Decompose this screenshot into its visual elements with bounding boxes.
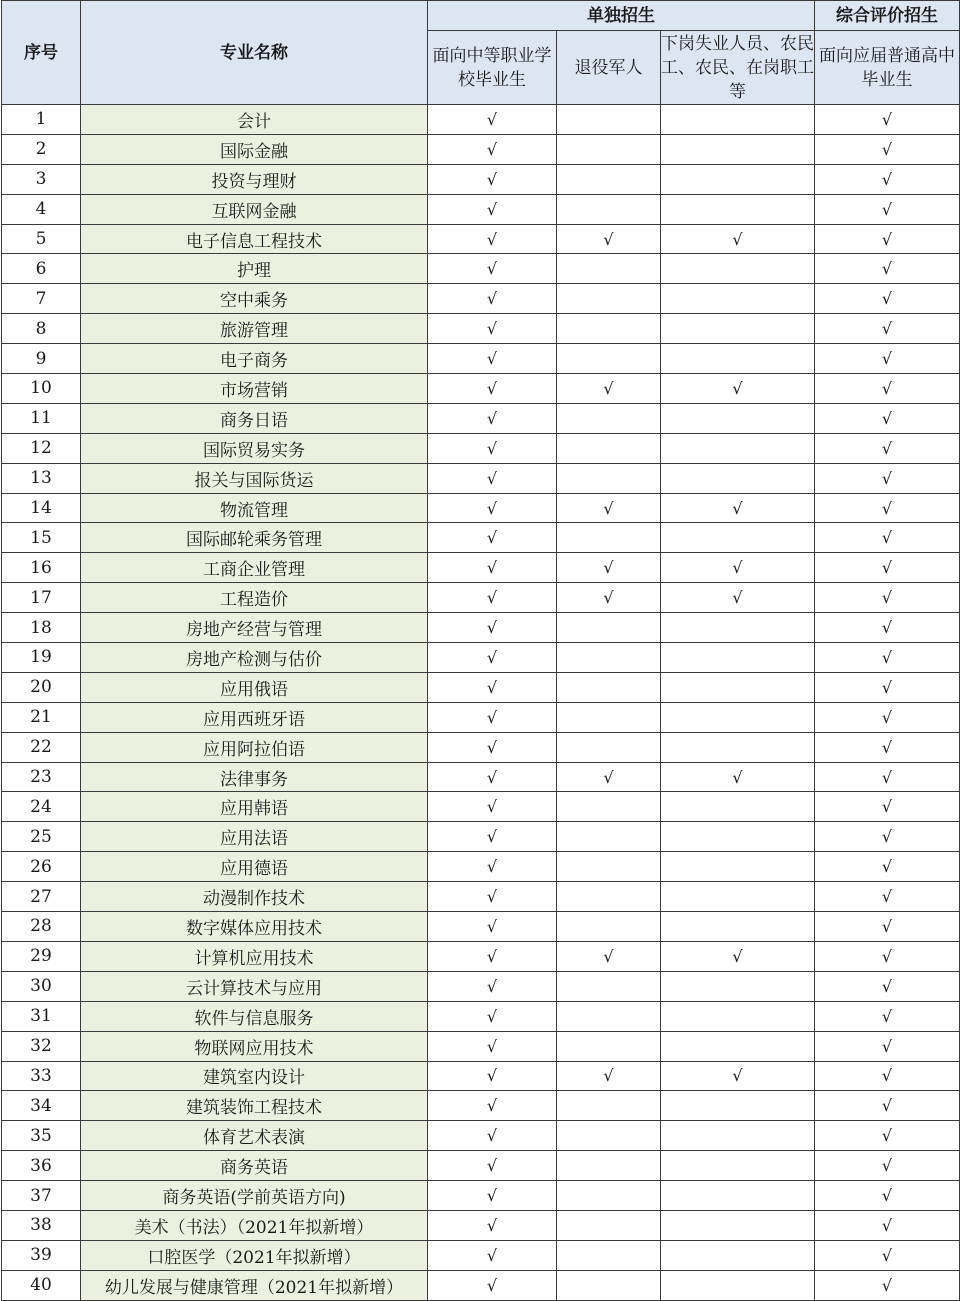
vocational-check-cell: √ — [428, 344, 557, 374]
vocational-check-cell: √ — [428, 672, 557, 702]
high-school-check-cell: √ — [815, 732, 960, 762]
vocational-check-cell: √ — [428, 224, 557, 254]
major-name-cell: 应用韩语 — [81, 792, 428, 822]
row-index-cell: 34 — [2, 1091, 81, 1121]
major-name-cell: 云计算技术与应用 — [81, 971, 428, 1001]
major-name-cell: 物联网应用技术 — [81, 1031, 428, 1061]
table-row — [2, 433, 960, 463]
veterans-check-cell — [557, 912, 661, 942]
laid-off-check-cell — [661, 164, 815, 194]
table-row — [2, 971, 960, 1001]
high-school-check-cell: √ — [815, 882, 960, 912]
laid-off-check-cell — [661, 254, 815, 284]
laid-off-check-cell — [661, 852, 815, 882]
row-index-cell: 27 — [2, 882, 81, 912]
high-school-check-cell: √ — [815, 433, 960, 463]
veterans-check-cell — [557, 433, 661, 463]
header-col-veterans: 退役军人 — [557, 31, 661, 105]
vocational-check-cell: √ — [428, 792, 557, 822]
laid-off-check-cell: √ — [661, 1061, 815, 1091]
high-school-check-cell: √ — [815, 134, 960, 164]
laid-off-check-cell — [661, 1121, 815, 1151]
high-school-check-cell: √ — [815, 1240, 960, 1270]
header-index: 序号 — [2, 1, 81, 105]
major-name-cell: 美术（书法）（2021年拟新增） — [81, 1210, 428, 1240]
laid-off-check-cell: √ — [661, 493, 815, 523]
row-index-cell: 23 — [2, 762, 81, 792]
header-row-groups — [2, 1, 960, 31]
veterans-check-cell — [557, 822, 661, 852]
laid-off-check-cell — [661, 882, 815, 912]
table-row — [2, 374, 960, 404]
laid-off-check-cell — [661, 344, 815, 374]
veterans-check-cell — [557, 672, 661, 702]
vocational-check-cell: √ — [428, 134, 557, 164]
vocational-check-cell: √ — [428, 1001, 557, 1031]
laid-off-check-cell — [661, 792, 815, 822]
high-school-check-cell: √ — [815, 762, 960, 792]
table-row — [2, 1181, 960, 1211]
laid-off-check-cell — [661, 403, 815, 433]
row-index-cell: 25 — [2, 822, 81, 852]
vocational-check-cell: √ — [428, 314, 557, 344]
row-index-cell: 26 — [2, 852, 81, 882]
veterans-check-cell — [557, 1240, 661, 1270]
high-school-check-cell: √ — [815, 344, 960, 374]
veterans-check-cell — [557, 852, 661, 882]
major-name-cell: 国际金融 — [81, 134, 428, 164]
vocational-check-cell: √ — [428, 553, 557, 583]
high-school-check-cell: √ — [815, 493, 960, 523]
laid-off-check-cell: √ — [661, 224, 815, 254]
vocational-check-cell: √ — [428, 1061, 557, 1091]
table-row — [2, 493, 960, 523]
laid-off-check-cell — [661, 643, 815, 673]
vocational-check-cell: √ — [428, 254, 557, 284]
high-school-check-cell: √ — [815, 1151, 960, 1181]
high-school-check-cell: √ — [815, 822, 960, 852]
high-school-check-cell: √ — [815, 105, 960, 135]
major-name-cell: 商务英语 — [81, 1151, 428, 1181]
major-name-cell: 商务英语(学前英语方向) — [81, 1181, 428, 1211]
major-name-cell: 应用阿拉伯语 — [81, 732, 428, 762]
row-index-cell: 40 — [2, 1270, 81, 1300]
table-row — [2, 732, 960, 762]
veterans-check-cell: √ — [557, 583, 661, 613]
vocational-check-cell: √ — [428, 1121, 557, 1151]
veterans-check-cell — [557, 971, 661, 1001]
major-name-cell: 电子信息工程技术 — [81, 224, 428, 254]
major-name-cell: 空中乘务 — [81, 284, 428, 314]
table-row — [2, 643, 960, 673]
table-row — [2, 762, 960, 792]
vocational-check-cell: √ — [428, 433, 557, 463]
row-index-cell: 17 — [2, 583, 81, 613]
laid-off-check-cell — [661, 1210, 815, 1240]
row-index-cell: 39 — [2, 1240, 81, 1270]
veterans-check-cell — [557, 164, 661, 194]
major-name-cell: 建筑室内设计 — [81, 1061, 428, 1091]
veterans-check-cell — [557, 613, 661, 643]
table-row — [2, 194, 960, 224]
row-index-cell: 24 — [2, 792, 81, 822]
major-name-cell: 商务日语 — [81, 403, 428, 433]
high-school-check-cell: √ — [815, 643, 960, 673]
laid-off-check-cell — [661, 105, 815, 135]
vocational-check-cell: √ — [428, 164, 557, 194]
row-index-cell: 10 — [2, 374, 81, 404]
laid-off-check-cell — [661, 1151, 815, 1181]
major-name-cell: 建筑装饰工程技术 — [81, 1091, 428, 1121]
row-index-cell: 18 — [2, 613, 81, 643]
vocational-check-cell: √ — [428, 762, 557, 792]
high-school-check-cell: √ — [815, 672, 960, 702]
laid-off-check-cell — [661, 1001, 815, 1031]
vocational-check-cell: √ — [428, 1210, 557, 1240]
vocational-check-cell: √ — [428, 1151, 557, 1181]
vocational-check-cell: √ — [428, 463, 557, 493]
high-school-check-cell: √ — [815, 1210, 960, 1240]
vocational-check-cell: √ — [428, 1181, 557, 1211]
row-index-cell: 12 — [2, 433, 81, 463]
high-school-check-cell: √ — [815, 583, 960, 613]
veterans-check-cell — [557, 1001, 661, 1031]
vocational-check-cell: √ — [428, 493, 557, 523]
major-name-cell: 体育艺术表演 — [81, 1121, 428, 1151]
veterans-check-cell — [557, 882, 661, 912]
enrollment-table — [1, 0, 960, 1301]
table-row — [2, 224, 960, 254]
laid-off-check-cell — [661, 702, 815, 732]
row-index-cell: 3 — [2, 164, 81, 194]
row-index-cell: 20 — [2, 672, 81, 702]
high-school-check-cell: √ — [815, 1031, 960, 1061]
row-index-cell: 31 — [2, 1001, 81, 1031]
major-name-cell: 市场营销 — [81, 374, 428, 404]
vocational-check-cell: √ — [428, 523, 557, 553]
row-index-cell: 16 — [2, 553, 81, 583]
row-index-cell: 11 — [2, 403, 81, 433]
high-school-check-cell: √ — [815, 1121, 960, 1151]
high-school-check-cell: √ — [815, 702, 960, 732]
laid-off-check-cell — [661, 912, 815, 942]
major-name-cell: 护理 — [81, 254, 428, 284]
laid-off-check-cell — [661, 1240, 815, 1270]
veterans-check-cell: √ — [557, 553, 661, 583]
row-index-cell: 38 — [2, 1210, 81, 1240]
vocational-check-cell: √ — [428, 403, 557, 433]
high-school-check-cell: √ — [815, 314, 960, 344]
veterans-check-cell — [557, 105, 661, 135]
high-school-check-cell: √ — [815, 1091, 960, 1121]
table-header — [2, 1, 960, 105]
laid-off-check-cell — [661, 194, 815, 224]
table-row — [2, 344, 960, 374]
row-index-cell: 15 — [2, 523, 81, 553]
high-school-check-cell: √ — [815, 523, 960, 553]
laid-off-check-cell: √ — [661, 762, 815, 792]
row-index-cell: 14 — [2, 493, 81, 523]
vocational-check-cell: √ — [428, 643, 557, 673]
table-row — [2, 403, 960, 433]
laid-off-check-cell — [661, 284, 815, 314]
high-school-check-cell: √ — [815, 254, 960, 284]
table-row — [2, 1061, 960, 1091]
major-name-cell: 互联网金融 — [81, 194, 428, 224]
high-school-check-cell: √ — [815, 164, 960, 194]
table-row — [2, 941, 960, 971]
vocational-check-cell: √ — [428, 1091, 557, 1121]
major-name-cell: 软件与信息服务 — [81, 1001, 428, 1031]
veterans-check-cell — [557, 1091, 661, 1121]
vocational-check-cell: √ — [428, 852, 557, 882]
row-index-cell: 30 — [2, 971, 81, 1001]
header-col-high-school-graduates: 面向应届普通高中毕业生 — [815, 31, 960, 105]
table-row — [2, 463, 960, 493]
table-row — [2, 852, 960, 882]
veterans-check-cell — [557, 523, 661, 553]
laid-off-check-cell — [661, 971, 815, 1001]
major-name-cell: 物流管理 — [81, 493, 428, 523]
laid-off-check-cell: √ — [661, 553, 815, 583]
major-name-cell: 应用俄语 — [81, 672, 428, 702]
laid-off-check-cell — [661, 1270, 815, 1300]
veterans-check-cell — [557, 732, 661, 762]
table-row — [2, 134, 960, 164]
major-name-cell: 动漫制作技术 — [81, 882, 428, 912]
major-name-cell: 会计 — [81, 105, 428, 135]
veterans-check-cell: √ — [557, 374, 661, 404]
major-name-cell: 口腔医学（2021年拟新增） — [81, 1240, 428, 1270]
high-school-check-cell: √ — [815, 1061, 960, 1091]
vocational-check-cell: √ — [428, 702, 557, 732]
major-name-cell: 幼儿发展与健康管理（2021年拟新增） — [81, 1270, 428, 1300]
row-index-cell: 8 — [2, 314, 81, 344]
vocational-check-cell: √ — [428, 732, 557, 762]
veterans-check-cell — [557, 134, 661, 164]
laid-off-check-cell — [661, 732, 815, 762]
veterans-check-cell — [557, 1151, 661, 1181]
row-index-cell: 6 — [2, 254, 81, 284]
row-index-cell: 13 — [2, 463, 81, 493]
row-index-cell: 33 — [2, 1061, 81, 1091]
row-index-cell: 5 — [2, 224, 81, 254]
row-index-cell: 9 — [2, 344, 81, 374]
laid-off-check-cell: √ — [661, 941, 815, 971]
veterans-check-cell — [557, 254, 661, 284]
major-name-cell: 计算机应用技术 — [81, 941, 428, 971]
header-col-vocational-graduates: 面向中等职业学校毕业生 — [428, 31, 557, 105]
laid-off-check-cell: √ — [661, 374, 815, 404]
row-index-cell: 21 — [2, 702, 81, 732]
row-index-cell: 19 — [2, 643, 81, 673]
laid-off-check-cell — [661, 613, 815, 643]
table-row — [2, 1001, 960, 1031]
vocational-check-cell: √ — [428, 374, 557, 404]
major-name-cell: 国际贸易实务 — [81, 433, 428, 463]
header-group-comprehensive-evaluation: 综合评价招生 — [815, 1, 960, 31]
veterans-check-cell — [557, 284, 661, 314]
high-school-check-cell: √ — [815, 792, 960, 822]
veterans-check-cell: √ — [557, 1061, 661, 1091]
table-row — [2, 1270, 960, 1300]
high-school-check-cell: √ — [815, 284, 960, 314]
high-school-check-cell: √ — [815, 374, 960, 404]
row-index-cell: 2 — [2, 134, 81, 164]
veterans-check-cell — [557, 643, 661, 673]
table-body — [2, 105, 960, 1301]
veterans-check-cell — [557, 1210, 661, 1240]
row-index-cell: 28 — [2, 912, 81, 942]
laid-off-check-cell — [661, 1031, 815, 1061]
table-row — [2, 1031, 960, 1061]
table-row — [2, 1121, 960, 1151]
vocational-check-cell: √ — [428, 941, 557, 971]
row-index-cell: 1 — [2, 105, 81, 135]
veterans-check-cell — [557, 314, 661, 344]
vocational-check-cell: √ — [428, 105, 557, 135]
laid-off-check-cell: √ — [661, 583, 815, 613]
major-name-cell: 应用西班牙语 — [81, 702, 428, 732]
major-name-cell: 投资与理财 — [81, 164, 428, 194]
vocational-check-cell: √ — [428, 613, 557, 643]
veterans-check-cell — [557, 344, 661, 374]
vocational-check-cell: √ — [428, 583, 557, 613]
high-school-check-cell: √ — [815, 403, 960, 433]
veterans-check-cell: √ — [557, 493, 661, 523]
vocational-check-cell: √ — [428, 194, 557, 224]
laid-off-check-cell — [661, 672, 815, 702]
high-school-check-cell: √ — [815, 971, 960, 1001]
high-school-check-cell: √ — [815, 194, 960, 224]
high-school-check-cell: √ — [815, 553, 960, 583]
laid-off-check-cell — [661, 463, 815, 493]
laid-off-check-cell — [661, 1181, 815, 1211]
laid-off-check-cell — [661, 1091, 815, 1121]
table-row — [2, 613, 960, 643]
table-row — [2, 882, 960, 912]
veterans-check-cell — [557, 1031, 661, 1061]
high-school-check-cell: √ — [815, 852, 960, 882]
major-name-cell: 工商企业管理 — [81, 553, 428, 583]
table-row — [2, 553, 960, 583]
row-index-cell: 22 — [2, 732, 81, 762]
table-row — [2, 314, 960, 344]
table-row — [2, 1091, 960, 1121]
major-name-cell: 工程造价 — [81, 583, 428, 613]
vocational-check-cell: √ — [428, 1031, 557, 1061]
major-name-cell: 旅游管理 — [81, 314, 428, 344]
vocational-check-cell: √ — [428, 1270, 557, 1300]
major-name-cell: 数字媒体应用技术 — [81, 912, 428, 942]
table-row — [2, 1151, 960, 1181]
high-school-check-cell: √ — [815, 463, 960, 493]
veterans-check-cell — [557, 194, 661, 224]
veterans-check-cell — [557, 1270, 661, 1300]
table-row — [2, 702, 960, 732]
laid-off-check-cell — [661, 314, 815, 344]
veterans-check-cell — [557, 1181, 661, 1211]
laid-off-check-cell — [661, 134, 815, 164]
table-row — [2, 105, 960, 135]
table-row — [2, 822, 960, 852]
row-index-cell: 29 — [2, 941, 81, 971]
vocational-check-cell: √ — [428, 912, 557, 942]
veterans-check-cell: √ — [557, 762, 661, 792]
table-row — [2, 672, 960, 702]
laid-off-check-cell — [661, 822, 815, 852]
major-name-cell: 法律事务 — [81, 762, 428, 792]
row-index-cell: 7 — [2, 284, 81, 314]
high-school-check-cell: √ — [815, 224, 960, 254]
table-row — [2, 1240, 960, 1270]
header-col-laid-off-workers: 下岗失业人员、农民工、农民、在岗职工等 — [661, 31, 815, 105]
row-index-cell: 35 — [2, 1121, 81, 1151]
veterans-check-cell — [557, 702, 661, 732]
veterans-check-cell — [557, 463, 661, 493]
major-name-cell: 应用法语 — [81, 822, 428, 852]
major-name-cell: 报关与国际货运 — [81, 463, 428, 493]
major-name-cell: 应用德语 — [81, 852, 428, 882]
row-index-cell: 36 — [2, 1151, 81, 1181]
major-name-cell: 电子商务 — [81, 344, 428, 374]
major-name-cell: 国际邮轮乘务管理 — [81, 523, 428, 553]
laid-off-check-cell — [661, 523, 815, 553]
table-row — [2, 523, 960, 553]
header-major-name: 专业名称 — [81, 1, 428, 105]
table-row — [2, 164, 960, 194]
vocational-check-cell: √ — [428, 822, 557, 852]
high-school-check-cell: √ — [815, 1001, 960, 1031]
table-row — [2, 284, 960, 314]
veterans-check-cell — [557, 1121, 661, 1151]
vocational-check-cell: √ — [428, 971, 557, 1001]
major-name-cell: 房地产检测与估价 — [81, 643, 428, 673]
table-row — [2, 254, 960, 284]
table-row — [2, 792, 960, 822]
vocational-check-cell: √ — [428, 882, 557, 912]
high-school-check-cell: √ — [815, 613, 960, 643]
header-group-single-enrollment: 单独招生 — [428, 1, 815, 31]
high-school-check-cell: √ — [815, 1181, 960, 1211]
veterans-check-cell — [557, 403, 661, 433]
high-school-check-cell: √ — [815, 1270, 960, 1300]
vocational-check-cell: √ — [428, 284, 557, 314]
row-index-cell: 4 — [2, 194, 81, 224]
row-index-cell: 37 — [2, 1181, 81, 1211]
table-row — [2, 912, 960, 942]
veterans-check-cell — [557, 792, 661, 822]
veterans-check-cell: √ — [557, 941, 661, 971]
row-index-cell: 32 — [2, 1031, 81, 1061]
vocational-check-cell: √ — [428, 1240, 557, 1270]
major-name-cell: 房地产经营与管理 — [81, 613, 428, 643]
table-row — [2, 583, 960, 613]
veterans-check-cell: √ — [557, 224, 661, 254]
high-school-check-cell: √ — [815, 941, 960, 971]
table-row — [2, 1210, 960, 1240]
high-school-check-cell: √ — [815, 912, 960, 942]
laid-off-check-cell — [661, 433, 815, 463]
